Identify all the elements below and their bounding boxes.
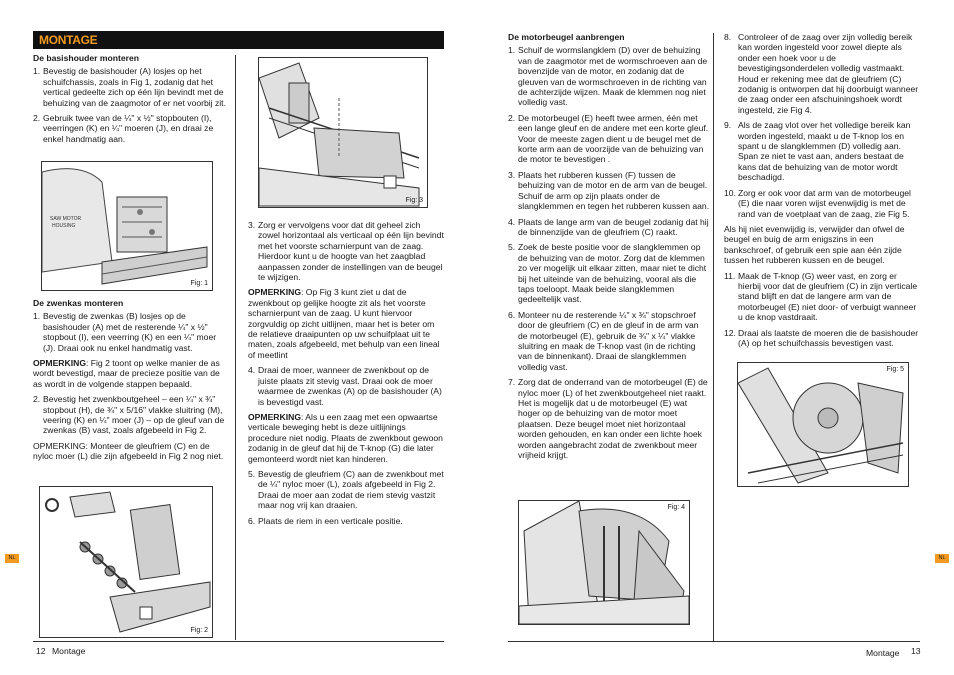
figure-5-drawing bbox=[738, 363, 908, 486]
section-title: MONTAGE bbox=[39, 33, 98, 47]
list-item: 6. Plaats de riem in een verticale positie. bbox=[248, 515, 403, 526]
list-item: 1. Bevestig de zwenkas (B) losjes op de basishouder (A) met de resterende ¼" x ½" stopbout (I), een veerring (K) en een ¼" moer (J). Draai ook nu enkel handmatig vast. bbox=[33, 311, 217, 353]
note-paragraph: OPMERKING: Als u een zaag met een opwaartse verticale beweging hebt is deze uitlijnings procedure niet nodig. Plaats de zwenkbout gewoon zodanig in de gleuf dat hij de T-knop (G) die later gemonteerd wordt niet kan hinderen. bbox=[248, 411, 443, 464]
heading-basishouder: De basishouder monteren bbox=[33, 53, 140, 63]
list-item: 1. Bevestig de basishouder (A) losjes op het schuifchassis, zoals in Fig 1, zodanig dat het vertical gedeelte zich op één lijn bevindt met de behuizing van de zaagmotor of er net voorbij zit. bbox=[33, 66, 226, 108]
language-tab-left: NL bbox=[5, 554, 19, 563]
footer-label-right: Montage bbox=[866, 648, 900, 658]
list-item: 10. Zorg er ook voor dat arm van de motorbeugel (E) die naar voren wijst evenwijdig is met de rand van de voetplaat van de zaag, zie Fig 5. bbox=[724, 187, 911, 219]
note-paragraph: OPMERKING: Op Fig 3 kunt ziet u dat de zwenkbout op gelijke hoogte zit als het voorste scharnierpunt van de zaag. U kunt hiervoor zorgvuldig op zicht uitlijnen, maar het is beter om de relatieve draaipunten op uw schuifplaat uit te maten, zoals afgebeeld, met behulp van een lineal of meetlint bbox=[248, 287, 440, 360]
figure-2-label: Fig: 2 bbox=[190, 627, 208, 634]
list-item: 12. Draai als laatste de moeren die de basishouder (A) op het schuifchassis bevestigen vast. bbox=[724, 327, 919, 348]
section-title-bar bbox=[33, 31, 444, 49]
left-column-2 bbox=[248, 220, 444, 531]
list-item: 2. Gebruik twee van de ¼" x ½" stopbouten (I), veerringen (K) en ¼" moeren (J), en draai ze enkel handmatig aan. bbox=[33, 113, 214, 144]
figure-4-label: Fig: 4 bbox=[667, 504, 685, 511]
list-item: 4. Draai de moer, wanneer de zwenkbout op de juiste plaats zit stevig vast. Draai ook de moer waarmee de zwenkas (A) op de basishouder (A) is bevestigd vast. bbox=[248, 365, 442, 407]
heading-motorbeugel: De motorbeugel aanbrengen bbox=[508, 32, 625, 42]
list-item: 3. Zorg er vervolgens voor dat dit geheel zich zowel horizontaal als verticaal op één lijn bevindt met het voorste scharnierpunt van de zaag. Hierdoor kunt u de hoogte van het zaagblad aanpassen zonder de instellingen van de beugel te wijzigen. bbox=[248, 220, 444, 283]
page-number-right: 13 bbox=[911, 646, 921, 656]
page-number-left: 12 bbox=[36, 646, 46, 656]
list-item: 3. Plaats het rubberen kussen (F) tussen de behuizing van de motor en de arm van de beugel. Schuif de arm op zijn plaats onder de slangklemmen en tegen het rubberen kussen aan. bbox=[508, 169, 710, 212]
svg-text:HOUSING: HOUSING bbox=[52, 223, 76, 229]
column-divider-right bbox=[713, 33, 714, 641]
list-item: 5. Zoek de beste positie voor de slangklemmen op de behuizing van de motor. Zorg dat de klemmen zo ver mogelijk uit elkaar zitten, maar niet te dicht bij het uiteinde van de behuizing, vooral als die taps toeloopt. Maak beide slangklemmen gedeeltelijk vast. bbox=[508, 242, 707, 305]
list-item: 6. Monteer nu de resterende ¼" x ¾" stopschroef door de gleufriem (C) en de gleuf in de arm van de motorbeugel (E), gebruik de ¾" x ¼" vlakke sluitring en maak de T-knop vast (in de richting van de binnenkant). Draai de slangklemmen volledig vast. bbox=[508, 309, 699, 372]
list-item: 5. Bevestig de gleufriem (C) aan de zwenkbout met de ¼" nyloc moer (L), zoals afgebeeld in Fig 2. Draai de moer aan zodat de riem stevig vastzit maar nog vrij kan draaien. bbox=[248, 468, 444, 511]
list-item: 1. Schuif de wormslangklem (D) over de behuizing van de zaagmotor met de wormschroeven aan de bovenzijde van de motor, en zodanig dat de gleuven van de wormschroeven in de richting van de achterzijde wijzen. Maak de klemmen nog niet volledig vast. bbox=[508, 45, 708, 108]
figure-3-drawing bbox=[259, 58, 427, 207]
list-item: 4. Plaats de lange arm van de beugel zodanig dat hij de binnenzijde van de gleufriem (C) raakt. bbox=[508, 216, 709, 237]
list-item: 2. Bevestig het zwenkboutgeheel – een ¼" x ¾" stopbout (H), de ¾" x 5/16" vlakke sluitring (M), veering (K) en ¼" moer (J) – op de gleuf van de zwenkas (B) vast, zoals afgebeeld in Fig 2. bbox=[33, 394, 225, 436]
footer-rule bbox=[33, 641, 444, 642]
left-column-1 bbox=[33, 53, 229, 149]
footer-label-left: Montage bbox=[52, 646, 86, 656]
heading-zwenkas: De zwenkas monteren bbox=[33, 298, 124, 308]
list-item: 7. Zorg dat de onderrand van de motorbeugel (E) de nyloc moer (L) of het zwenkboutgeheel niet raakt. Het is mogelijk dat u de motorbeugel (E) wat hoger op de behuizing van de motor moet plaatsen. Deze beugel moet niet horizontaal worden gehouden, en kan onder een lichte hoek worden aangebracht zodat de zwenkbout meer vrijheid krijgt. bbox=[508, 377, 708, 461]
figure-1 bbox=[41, 161, 213, 291]
left-column-1-lower bbox=[33, 298, 229, 467]
figure-4-drawing bbox=[519, 501, 689, 624]
list-item: 11. Maak de T-knop (G) weer vast, en zorg er hierbij voor dat de gleufriem (C) in zijn verticale stand blijft en dat de langere arm van de motorbeugel (E) niet door- of verbuigt wanneer u de knop vastdraait. bbox=[724, 270, 918, 323]
note-paragraph: OPMERKING: Monteer de gleufriem (C) en de nyloc moer (L) die zijn afgebeeld in Fig 2 nog niet. bbox=[33, 440, 224, 462]
list-item: 9. Als de zaag vlot over het volledige bereik kan worden ingesteld, maakt u de T-knop los en spant u de slangklemmen (D) volledig aan. Span ze niet te vast aan, anders bestaat de kans dat de behuizing van de motor wordt beschadigd. bbox=[724, 120, 911, 183]
column-divider bbox=[235, 55, 236, 640]
list-item: 8. Controleer of de zaag over zijn volledig bereik kan worden ingesteld voor zowel diepte als onder een hoek voor u de bevestigingsonderdelen volledig vastmaakt. Houd er rekening mee dat de gleufriem (C) zodanig is ontworpen dat hij doorbuigt wanneer de zaag onder een afschuiningshoek wordt ingesteld, zie Fig 4. bbox=[724, 32, 919, 115]
footer-rule-right bbox=[508, 641, 920, 642]
right-column-1 bbox=[508, 32, 710, 465]
figure-1-label: Fig: 1 bbox=[190, 280, 208, 287]
figure-3 bbox=[258, 57, 428, 208]
figure-3-label: Fig: 3 bbox=[405, 197, 423, 204]
figure-2 bbox=[39, 486, 213, 638]
figure-5 bbox=[737, 362, 909, 487]
note-paragraph: OPMERKING: Fig 2 toont op welke manier de as wordt bevestigd, maar de precieze positie van de as wordt in de volgende stappen bepaald. bbox=[33, 358, 220, 389]
note-paragraph: Als hij niet evenwijdig is, verwijder dan ofwel de beugel en buig de arm enigszins in een bankschroef, of gebruik een spie aan één zijde tussen het rubberen kussen en de beugel. bbox=[724, 223, 905, 266]
figure-5-label: Fig: 5 bbox=[886, 366, 904, 373]
right-column-2 bbox=[724, 32, 920, 353]
figure-2-drawing bbox=[40, 487, 212, 637]
language-tab-right: NL bbox=[935, 554, 949, 563]
list-item: 2. De motorbeugel (E) heeft twee armen, één met een lange gleuf en de andere met een korte gleuf. Voor de meeste zagen dient u de beugel met de korte arm aan de voorzijde van de behuizing van de motor te bevestigen . bbox=[508, 112, 709, 165]
figure-4 bbox=[518, 500, 690, 625]
figure-1-drawing bbox=[42, 162, 212, 290]
svg-text:SAW MOTOR: SAW MOTOR bbox=[50, 216, 82, 222]
